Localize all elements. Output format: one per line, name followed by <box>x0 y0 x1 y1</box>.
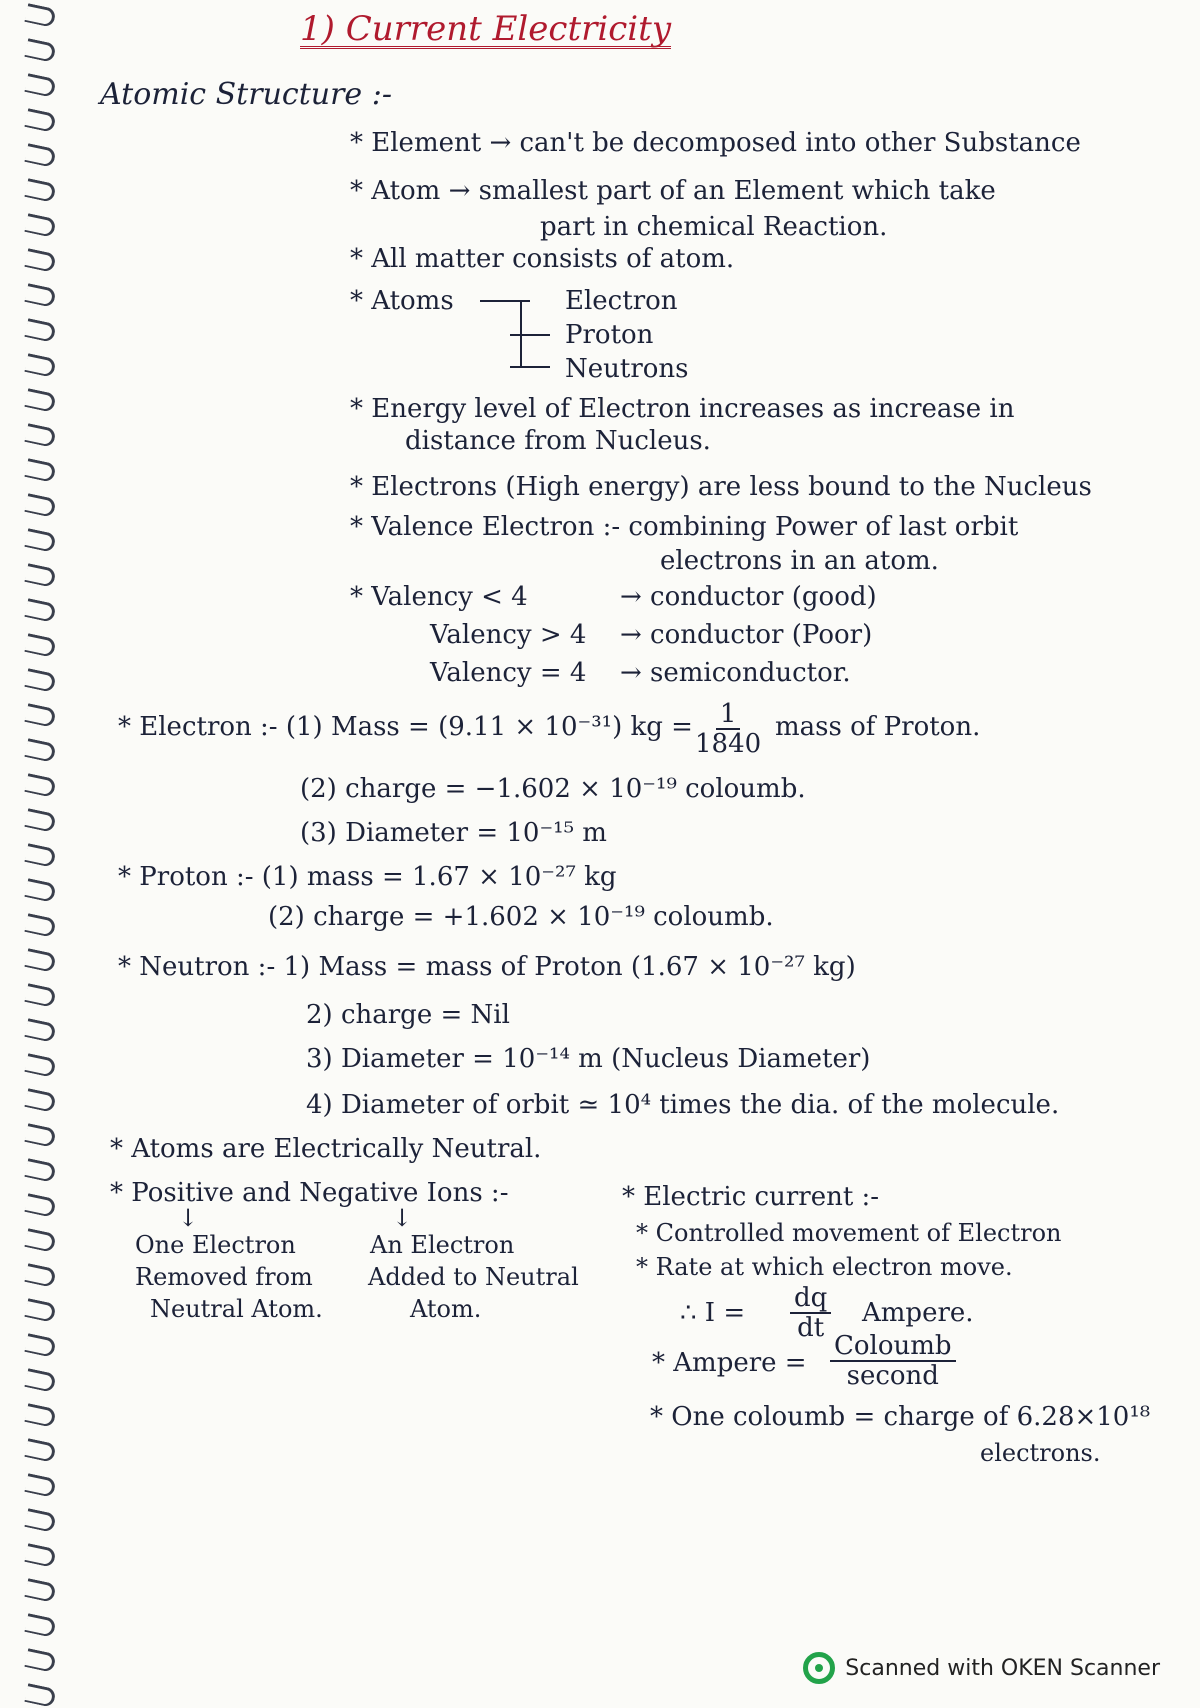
atom-part-proton: Proton <box>565 320 654 350</box>
spiral-ring <box>24 1508 56 1533</box>
energy-level-line1: * Energy level of Electron increases as increase in <box>350 394 1015 424</box>
valency-row-2-left: Valency > 4 <box>430 620 587 650</box>
spiral-ring <box>24 1018 56 1043</box>
positive-ion-line3: Neutral Atom. <box>150 1295 323 1323</box>
spiral-ring <box>24 1298 56 1323</box>
atom-tree-branch <box>510 334 550 336</box>
fraction-numerator: 1 <box>716 700 741 730</box>
current-definition-2: * Rate at which electron move. <box>636 1253 1013 1281</box>
spiral-ring <box>24 493 56 518</box>
positive-ion-line2: Removed from <box>135 1263 313 1291</box>
ions-heading: * Positive and Negative Ions :- <box>110 1178 509 1208</box>
spiral-ring <box>24 213 56 238</box>
spiral-ring <box>24 1543 56 1568</box>
spiral-ring <box>24 38 56 63</box>
fraction-denominator: 1840 <box>695 729 762 759</box>
electron-diameter: (3) Diameter = 10⁻¹⁵ m <box>300 818 607 848</box>
fraction-numerator: dq <box>790 1284 831 1314</box>
atom-part-electron: Electron <box>565 286 678 316</box>
spiral-ring <box>24 773 56 798</box>
valency-row-3-left: Valency = 4 <box>430 658 587 688</box>
spiral-ring <box>24 178 56 203</box>
coulomb-definition-line2: electrons. <box>980 1439 1101 1467</box>
spiral-ring <box>24 1158 56 1183</box>
proton-mass: * Proton :- (1) mass = 1.67 × 10⁻²⁷ kg <box>118 862 617 892</box>
orbit-diameter: 4) Diameter of orbit ≃ 10⁴ times the dia. of the molecule. <box>306 1090 1060 1120</box>
spiral-ring <box>24 1228 56 1253</box>
proton-charge: (2) charge = +1.602 × 10⁻¹⁹ coloumb. <box>268 902 774 932</box>
atoms-label: * Atoms <box>350 286 454 316</box>
spiral-binding <box>8 0 68 1698</box>
valency-row-1-left: * Valency < 4 <box>350 582 528 612</box>
atom-tree-branch <box>510 366 550 368</box>
current-formula-fraction <box>790 1284 831 1342</box>
spiral-ring <box>24 878 56 903</box>
energy-level-line2: distance from Nucleus. <box>405 426 711 456</box>
scanner-logo-icon <box>803 1652 835 1684</box>
spiral-ring <box>24 318 56 343</box>
spiral-ring <box>24 1088 56 1113</box>
spiral-ring <box>24 143 56 168</box>
spiral-ring <box>24 563 56 588</box>
negative-ion-line1: An Electron <box>370 1231 515 1259</box>
negative-ion-line3: Atom. <box>410 1295 482 1323</box>
atom-part-neutrons: Neutrons <box>565 354 689 384</box>
spiral-ring <box>24 1123 56 1148</box>
spiral-ring <box>24 703 56 728</box>
spiral-ring <box>24 1438 56 1463</box>
spiral-ring <box>24 1263 56 1288</box>
spiral-ring <box>24 668 56 693</box>
matter-statement: * All matter consists of atom. <box>350 244 735 274</box>
spiral-ring <box>24 633 56 658</box>
spiral-ring <box>24 1613 56 1638</box>
ampere-formula-fraction <box>830 1332 956 1390</box>
spiral-ring <box>24 3 56 28</box>
spiral-ring <box>24 913 56 938</box>
coulomb-definition-line1: * One coloumb = charge of 6.28×10¹⁸ <box>650 1402 1151 1432</box>
spiral-ring <box>24 1403 56 1428</box>
element-definition: * Element → can't be decomposed into other Substance <box>350 128 1081 158</box>
electron-mass-fraction <box>695 700 761 758</box>
ampere-formula-prefix: * Ampere = <box>652 1348 807 1378</box>
page-title: 1) Current Electricity <box>300 9 672 49</box>
spiral-ring <box>24 423 56 448</box>
fraction-numerator: Coloumb <box>830 1332 956 1362</box>
atom-tree-branch <box>480 300 530 302</box>
atom-definition-line2: part in chemical Reaction. <box>540 212 888 242</box>
neutron-charge: 2) charge = Nil <box>306 1000 510 1030</box>
spiral-ring <box>24 983 56 1008</box>
valency-row-1-right: → conductor (good) <box>620 582 877 612</box>
atom-definition-line1: * Atom → smallest part of an Element which take <box>350 176 996 206</box>
current-formula-unit: Ampere. <box>862 1298 974 1328</box>
fraction-denominator: dt <box>797 1313 825 1343</box>
valence-line2: electrons in an atom. <box>660 546 939 576</box>
spiral-ring <box>24 458 56 483</box>
valence-line1: * Valence Electron :- combining Power of last orbit <box>350 512 1019 542</box>
spiral-ring <box>24 1578 56 1603</box>
electron-charge: (2) charge = −1.602 × 10⁻¹⁹ coloumb. <box>300 774 806 804</box>
spiral-ring <box>24 248 56 273</box>
spiral-ring <box>24 598 56 623</box>
spiral-ring <box>24 843 56 868</box>
valency-row-3-right: → semiconductor. <box>620 658 851 688</box>
neutron-mass: * Neutron :- 1) Mass = mass of Proton (1.67 × 10⁻²⁷ kg) <box>118 952 856 982</box>
electron-mass-comparison: mass of Proton. <box>775 712 981 742</box>
fraction-denominator: second <box>846 1361 939 1391</box>
spiral-ring <box>24 1648 56 1673</box>
arrow-down-icon: ↓ <box>178 1204 199 1232</box>
scanner-watermark-text: Scanned with OKEN Scanner <box>845 1655 1160 1681</box>
electric-current-heading: * Electric current :- <box>622 1182 880 1212</box>
spiral-ring <box>24 1683 56 1708</box>
spiral-ring <box>24 73 56 98</box>
arrow-down-icon: ↓ <box>392 1204 413 1232</box>
spiral-ring <box>24 108 56 133</box>
spiral-ring <box>24 353 56 378</box>
neutral-statement: * Atoms are Electrically Neutral. <box>110 1134 542 1164</box>
spiral-ring <box>24 283 56 308</box>
spiral-ring <box>24 808 56 833</box>
scanner-watermark <box>803 1652 1160 1684</box>
current-definition-1: * Controlled movement of Electron <box>636 1219 1062 1247</box>
spiral-ring <box>24 1053 56 1078</box>
spiral-ring <box>24 948 56 973</box>
spiral-ring <box>24 388 56 413</box>
spiral-ring <box>24 1333 56 1358</box>
valency-row-2-right: → conductor (Poor) <box>620 620 873 650</box>
electron-mass: * Electron :- (1) Mass = (9.11 × 10⁻³¹) kg = <box>118 712 693 742</box>
high-energy-statement: * Electrons (High energy) are less bound to the Nucleus <box>350 472 1092 502</box>
spiral-ring <box>24 738 56 763</box>
section-heading: Atomic Structure :- <box>100 77 392 112</box>
spiral-ring <box>24 1368 56 1393</box>
positive-ion-line1: One Electron <box>135 1231 296 1259</box>
spiral-ring <box>24 1193 56 1218</box>
neutron-diameter: 3) Diameter = 10⁻¹⁴ m (Nucleus Diameter) <box>306 1044 871 1074</box>
negative-ion-line2: Added to Neutral <box>368 1263 579 1291</box>
spiral-ring <box>24 528 56 553</box>
current-formula-prefix: ∴ I = <box>680 1298 746 1328</box>
spiral-ring <box>24 1473 56 1498</box>
